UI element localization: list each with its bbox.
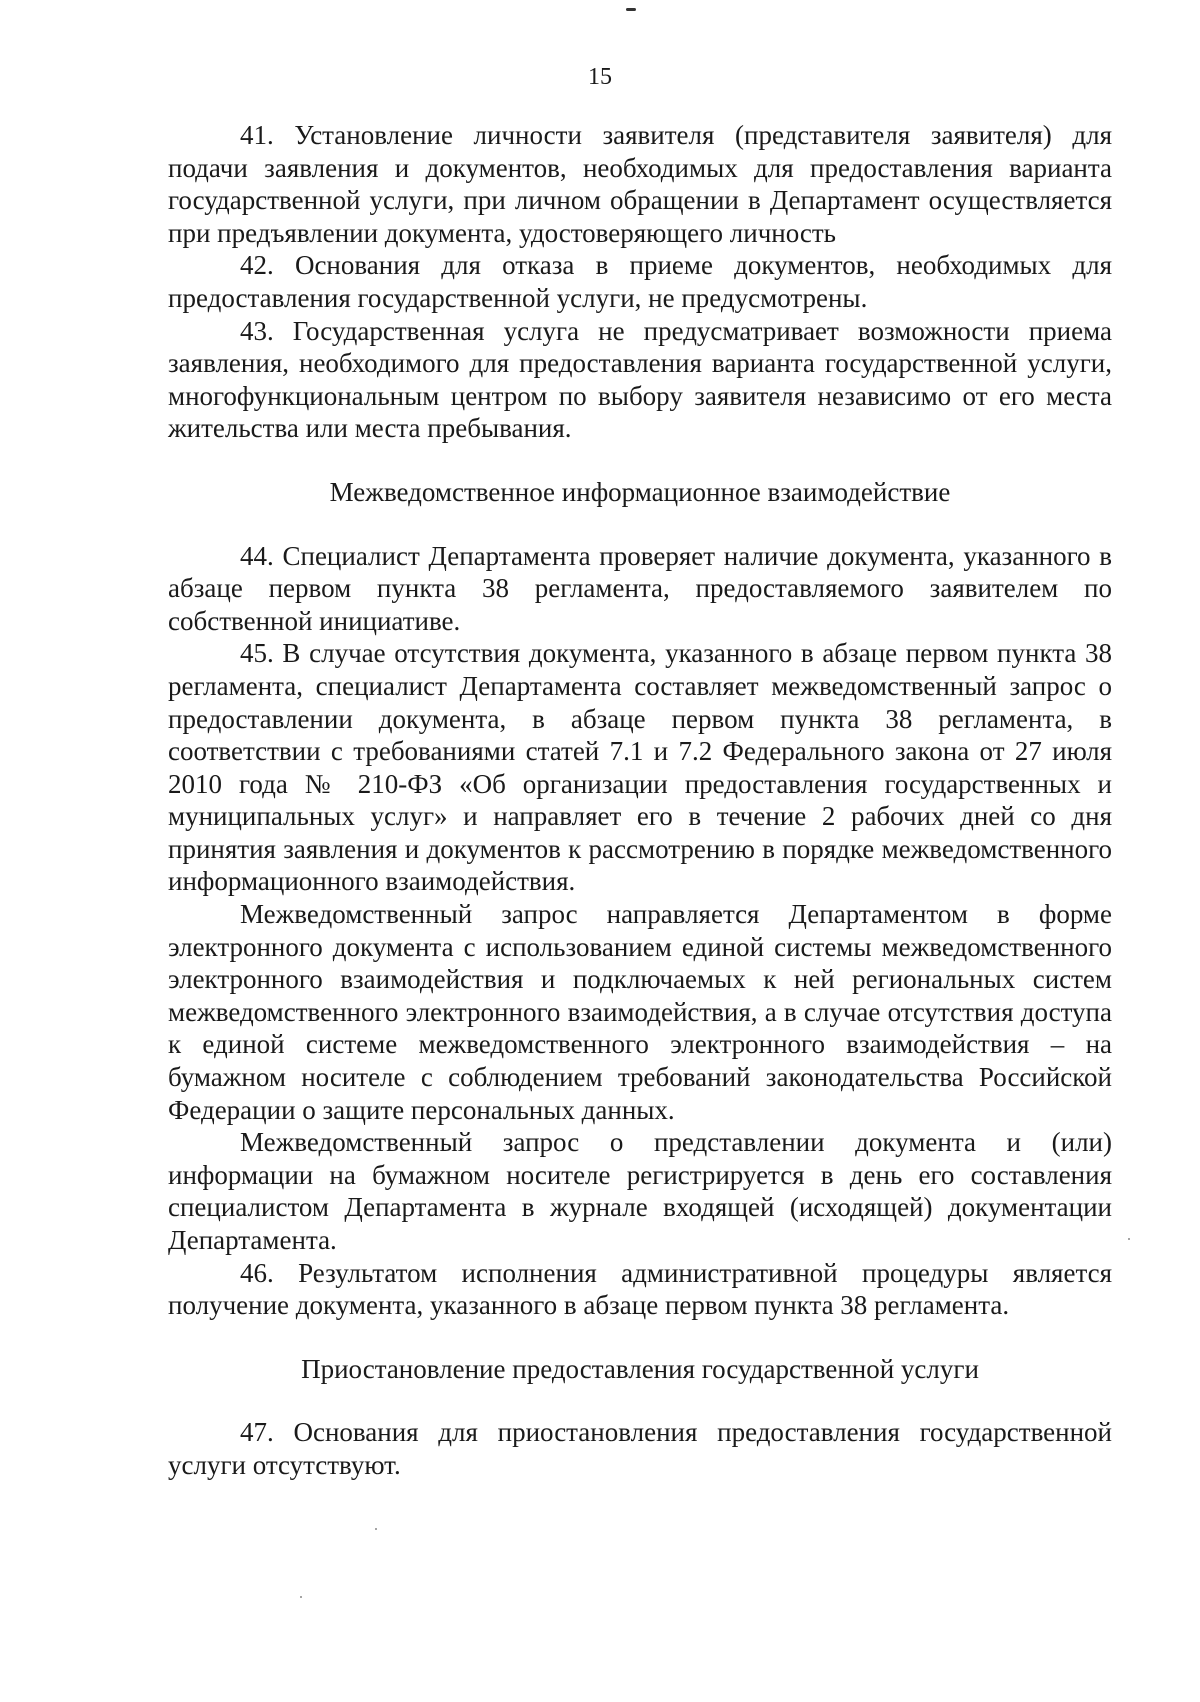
section-heading-interagency: Межведомственное информационное взаимодействие (329, 476, 951, 507)
paragraph-46: 46. Результатом исполнения административной процедуры является получение документа, указанного в абзаце первом пункта 38 регламента. (168, 1257, 1112, 1321)
scan-speck (300, 1596, 302, 1598)
scan-speck (375, 1528, 377, 1530)
paragraph-43: 43. Государственная услуга не предусматривает возможности приема заявления, необходимого для предоставления варианта государственной услуги, многофункциональным центром по выбору заявителя независимо от его места жительства или места пребывания. (168, 315, 1112, 444)
paragraph-44: 44. Специалист Департамента проверяет наличие документа, указанного в абзаце первом пункта 38 регламента, предоставляемого заявителем по собственной инициативе. (168, 540, 1112, 636)
scan-speck (1128, 1238, 1130, 1240)
scan-mark (626, 8, 636, 11)
paragraph-interagency-request-form: Межведомственный запрос направляется Департаментом в форме электронного документа с использованием единой системы межведомственного электронного взаимодействия и подключаемых к ней региональных систем межведомственного электронного взаимодействия, а в случае отсутствия доступа к единой системе межведомственного электронного взаимодействия – на бумажном носителе с соблюдением требований законодательства Российской Федерации о защите персональных данных. (168, 899, 1112, 1125)
section-heading-suspension: Приостановление предоставления государственной услуги (301, 1353, 979, 1384)
paragraph-42: 42. Основания для отказа в приеме документов, необходимых для предоставления государственной услуги, не предусмотрены. (168, 250, 1112, 313)
document-body (168, 119, 1112, 1482)
paragraph-47: 47. Основания для приостановления предоставления государственной услуги отсутствуют. (168, 1417, 1112, 1480)
page-number: 15 (588, 64, 612, 90)
paragraph-45: 45. В случае отсутствия документа, указанного в абзаце первом пункта 38 регламента, специалист Департамента составляет межведомственный запрос о предоставлении документа, в абзаце первом пункта 38 регламента, в соответствии с требованиями статей 7.1 и 7.2 Федерального закона от 27 июля 2010 года № 210-ФЗ «Об организации предоставления государственных и муниципальных услуг» и направляет его в течение 2 рабочих дней со дня принятия заявления и документов к рассмотрению в порядке межведомственного информационного взаимодействия. (168, 638, 1112, 897)
paragraph-41: 41. Установление личности заявителя (представителя заявителя) для подачи заявления и документов, необходимых для предоставления варианта государственной услуги, при личном обращении в Департамент осуществляется при предъявлении документа, удостоверяющего личность (168, 120, 1112, 248)
paragraph-interagency-request-registration: Межведомственный запрос о представлении документа и (или) информации на бумажном носителе регистрируется в день его составления специалистом Департамента в журнале входящей (исходящей) документации Департамента. (168, 1127, 1112, 1255)
